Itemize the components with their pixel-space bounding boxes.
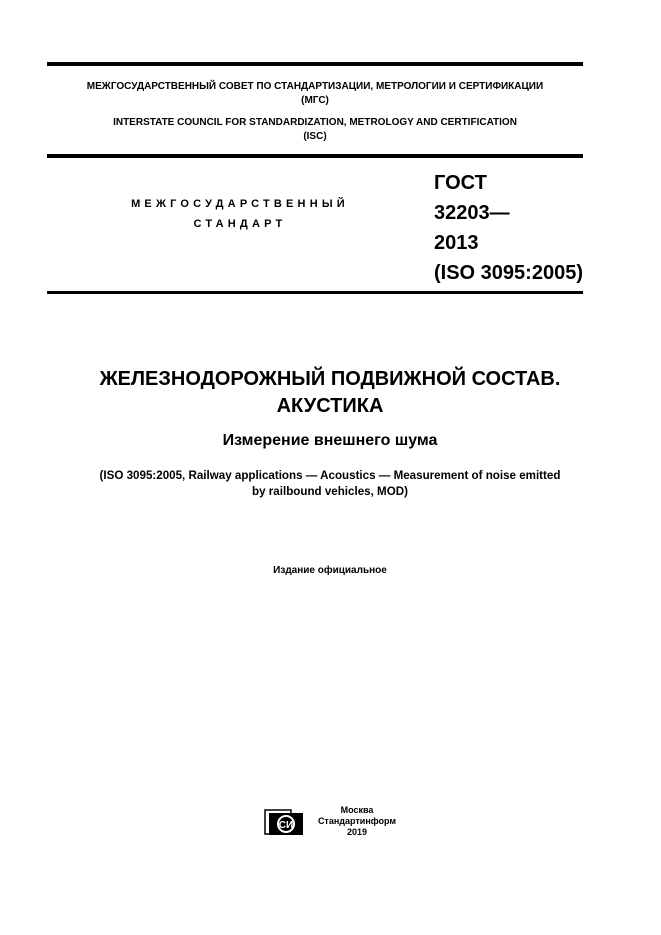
council-abbrev-ru: (МГС) bbox=[301, 95, 329, 106]
imprint-city: Москва bbox=[340, 805, 374, 815]
designation-line2: 32203— bbox=[434, 202, 510, 224]
designation-line4: (ISO 3095:2005) bbox=[434, 262, 583, 284]
council-name-ru bbox=[47, 80, 583, 108]
title-line1: ЖЕЛЕЗНОДОРОЖНЫЙ ПОДВИЖНОЙ СОСТАВ. bbox=[99, 368, 561, 390]
imprint bbox=[312, 805, 402, 838]
standartinform-logo-icon bbox=[264, 805, 308, 839]
council-name-en-line1: INTERSTATE COUNCIL FOR STANDARDIZATION, METROLOGY AND CERTIFICATION bbox=[113, 117, 517, 128]
council-name-en bbox=[47, 116, 583, 144]
council-abbrev-en: (ISC) bbox=[303, 131, 327, 142]
svg-text:СИ: СИ bbox=[278, 820, 294, 831]
standard-type-line2: СТАНДАРТ bbox=[193, 218, 287, 230]
top-rule bbox=[47, 62, 583, 66]
title-line2: АКУСТИКА bbox=[276, 395, 384, 417]
iso-reference-line2: by railbound vehicles, MOD) bbox=[252, 485, 408, 498]
designation-line3: 2013 bbox=[434, 232, 479, 254]
iso-reference-line1: (ISO 3095:2005, Railway applications — Acoustics — Measurement of noise emitted bbox=[99, 469, 561, 482]
standard-type-line1: МЕЖГОСУДАРСТВЕННЫЙ bbox=[131, 198, 349, 210]
middle-rule bbox=[47, 154, 583, 158]
iso-reference bbox=[30, 468, 630, 500]
edition-label: Издание официальное bbox=[273, 565, 387, 576]
standard-type bbox=[60, 194, 420, 234]
council-name-ru-line1: МЕЖГОСУДАРСТВЕННЫЙ СОВЕТ ПО СТАНДАРТИЗАЦИИ, МЕТРОЛОГИИ И СЕРТИФИКАЦИИ bbox=[86, 81, 544, 92]
imprint-year: 2019 bbox=[346, 827, 368, 837]
designation-line1: ГОСТ bbox=[434, 172, 487, 194]
standard-designation bbox=[434, 168, 583, 288]
bottom-rule bbox=[47, 291, 583, 294]
document-title bbox=[30, 366, 630, 420]
document-subtitle: Измерение внешнего шума bbox=[222, 432, 438, 449]
imprint-publisher: Стандартинформ bbox=[317, 816, 397, 826]
